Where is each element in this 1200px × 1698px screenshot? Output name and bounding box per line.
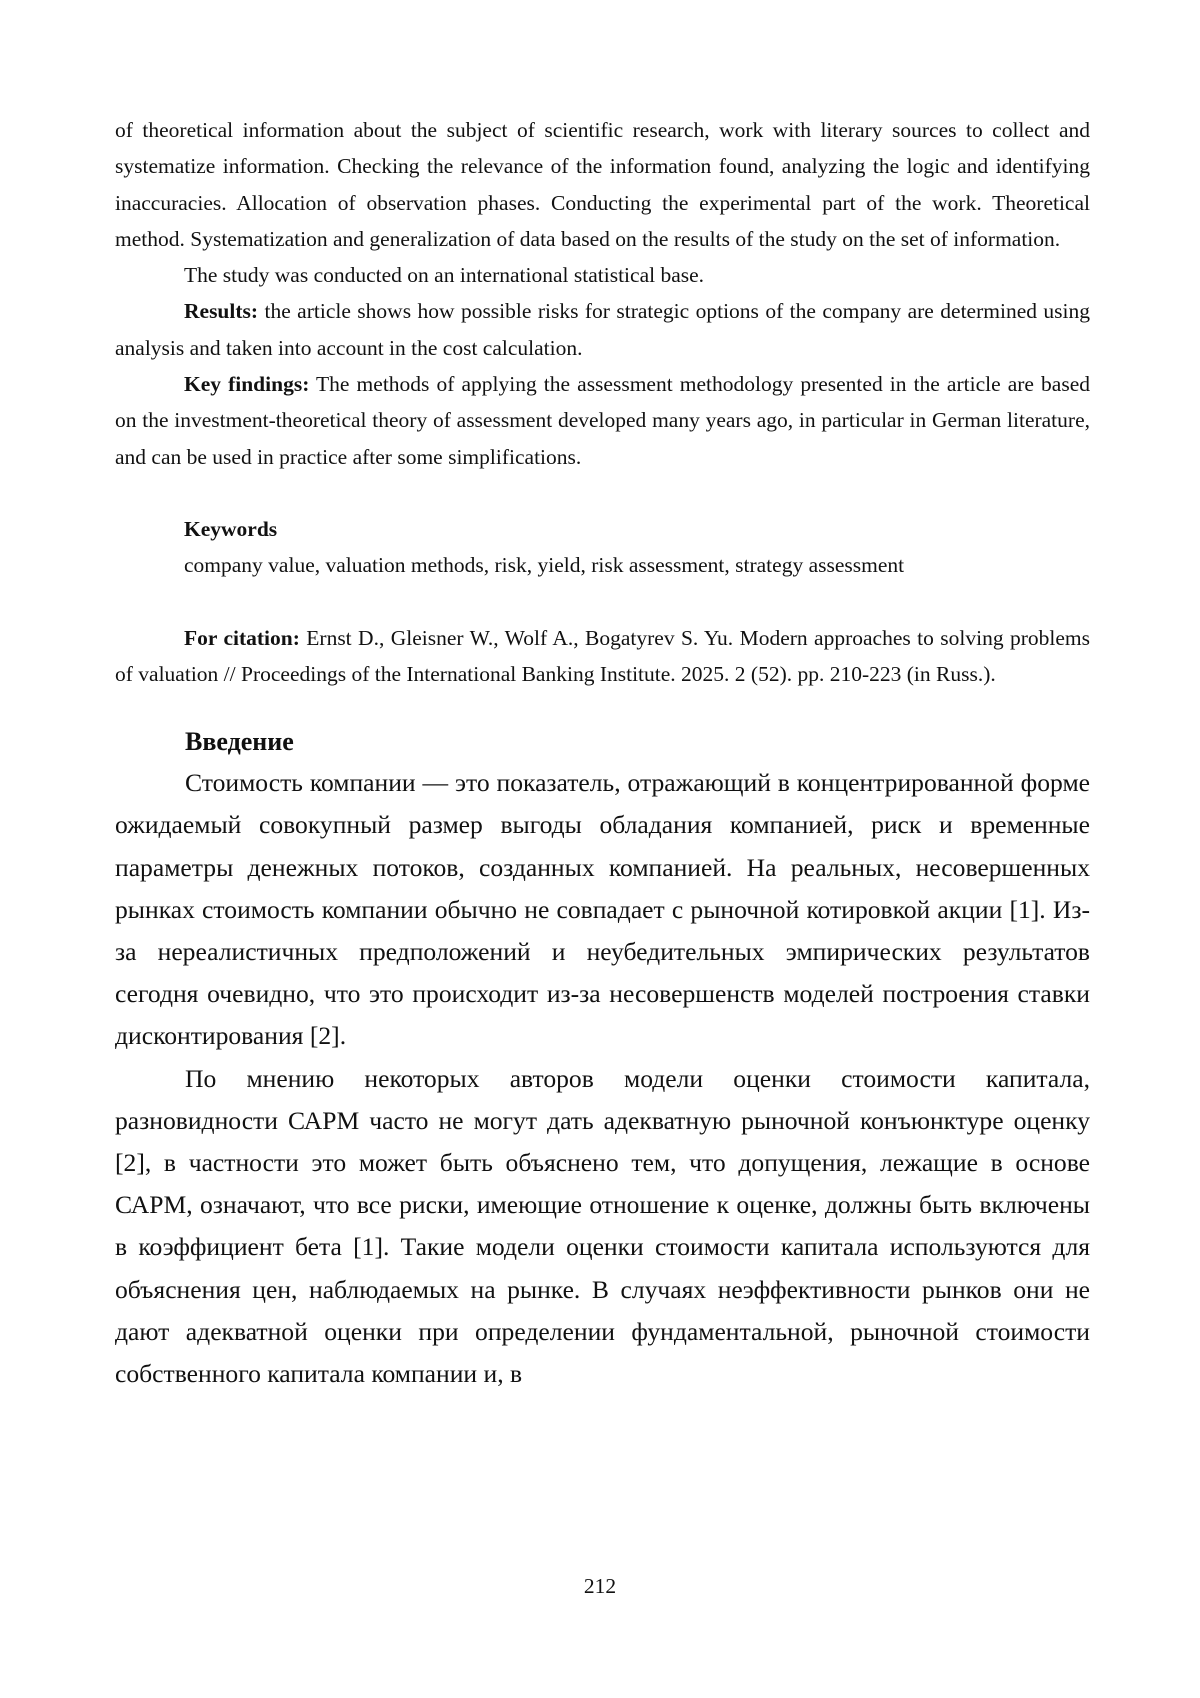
citation-paragraph bbox=[115, 620, 1090, 693]
results-text: the article shows how possible risks for strategic options of the company are determined using analysis and taken into account in the cost calculation. bbox=[115, 299, 1090, 360]
citation-text: Ernst D., Gleisner W., Wolf A., Bogatyrev S. Yu. Modern approaches to solving problems of valuation // Proceedings of the International Banking Institute. 2025. 2 (52). pp. 210-223 (in Russ.). bbox=[115, 625, 1091, 686]
citation-label: For citation: bbox=[184, 625, 300, 650]
section-heading: Введение bbox=[185, 727, 294, 757]
abstract-section bbox=[115, 112, 1090, 692]
spacer bbox=[115, 584, 1090, 620]
key-findings-label: Key findings: bbox=[184, 372, 310, 397]
key-findings-text: The methods of applying the assessment methodology presented in the article are based on the investment-theoretical theory of assessment developed many years ago, in particular in German literature, and can be used in practice after some simplifications. bbox=[115, 372, 1090, 469]
introduction-section bbox=[115, 722, 1090, 1395]
results-label: Results: bbox=[184, 299, 259, 324]
keywords-label-text: Keywords bbox=[184, 516, 278, 541]
keywords-label bbox=[184, 511, 1090, 547]
page-number: 212 bbox=[583, 1574, 617, 1598]
intro-paragraph-2: По мнению некоторых авторов модели оценки стоимости капитала, разновидности САРМ часто не могут дать адекватную рыночной конъюнктуре оценку [2], в частности это может быть объяснено тем, что допущения, лежащие в основе САРМ, означают, что все риски, имеющие отношение к оценке, должны быть включены в коэффициент бета [1]. Такие модели оценки стоимости капитала используются для объяснения цен, наблюдаемых на рынке. В случаях неэффективности рынков они не дают адекватной оценки при определении фундаментальной, рыночной стоимости собственного капитала компании и, в bbox=[115, 1063, 1090, 1388]
methods-paragraph: of theoretical information about the subject of scientific research, work with literary sources to collect and systematize information. Checking the relevance of the information found, analyzing the logic and identifying inaccuracies. Allocation of observation phases. Conducting the experimental part of the work. Theoretical method. Systematization and generalization of data based on the results of the study on the set of information. bbox=[115, 118, 1090, 251]
statistical-base-paragraph: The study was conducted on an international statistical base. bbox=[184, 263, 705, 288]
page-content bbox=[115, 112, 1090, 1395]
introduction-body bbox=[115, 762, 1090, 1395]
intro-paragraph-1: Стоимость компании — это показатель, отражающий в концентрированной форме ожидаемый совокупный размер выгоды обладания компанией, риск и временные параметры денежных потоков, созданных компанией. На реальных, несовершенных рынках стоимость компании обычно не совпадает с рыночной котировкой акции [1]. Из-за нереалистичных предположений и неубедительных эмпирических результатов сегодня очевидно, что это происходит из-за несовершенств моделей построения ставки дисконтирования [2]. bbox=[115, 768, 1090, 1051]
spacer bbox=[115, 475, 1090, 511]
keywords-text: company value, valuation methods, risk, yield, risk assessment, strategy assessment bbox=[184, 553, 905, 578]
results-paragraph bbox=[115, 293, 1090, 366]
key-findings-paragraph bbox=[115, 366, 1090, 475]
keywords-block bbox=[115, 511, 1090, 584]
